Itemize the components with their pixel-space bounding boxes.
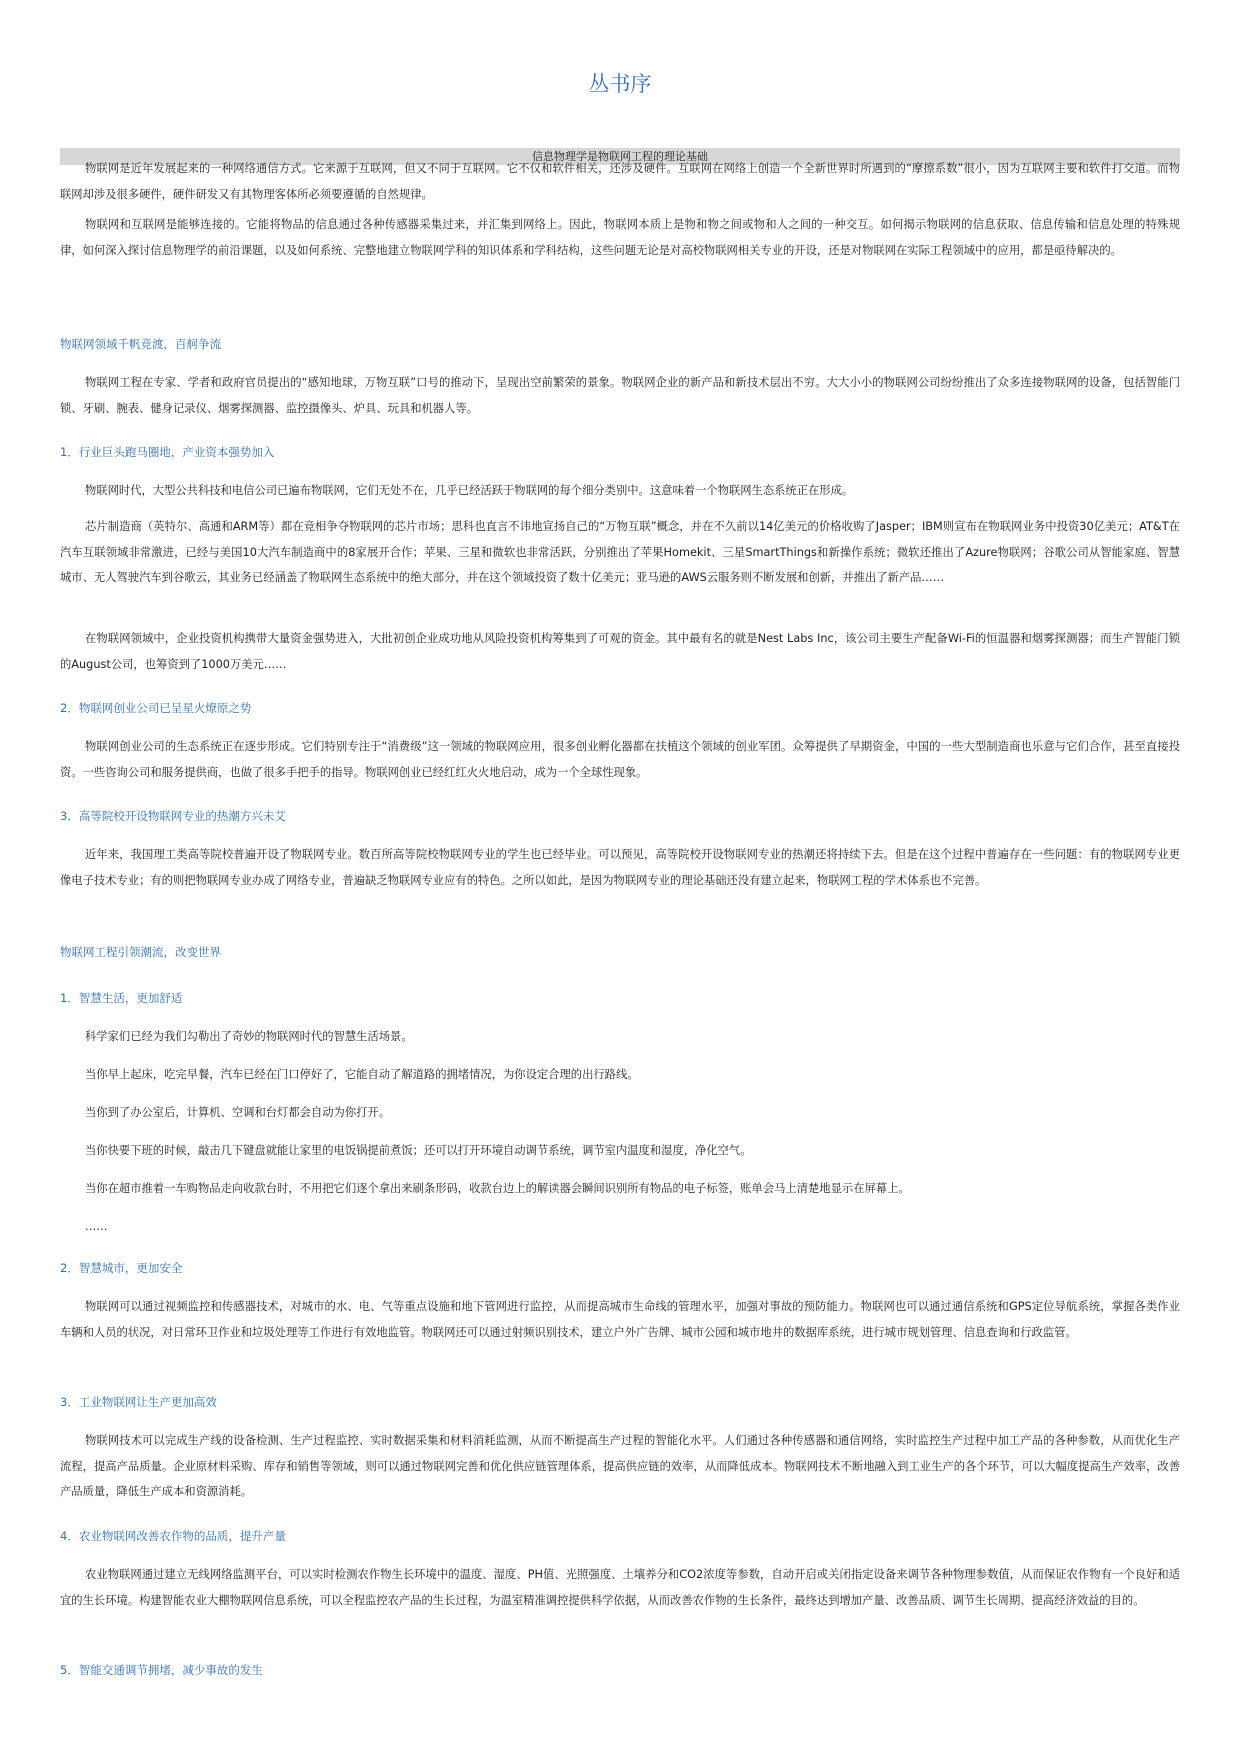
paragraph-text: 物联网时代，大型公共科技和电信公司已遍布物联网，它们无处不在，几乎已经活跃于物联网的每个细分类别中。这意味着一个物联网生态系统正在形成。 bbox=[85, 484, 854, 497]
heading-text: 3．高等院校开设物联网专业的热潮方兴未艾 bbox=[60, 809, 286, 823]
paragraph-text: …… bbox=[85, 1220, 108, 1233]
section-heading bbox=[60, 442, 1180, 462]
paragraph bbox=[60, 478, 1180, 504]
paragraph bbox=[60, 1214, 1180, 1240]
heading-text: 2．物联网创业公司已呈星火燎原之势 bbox=[60, 701, 252, 715]
paragraph bbox=[60, 1428, 1180, 1505]
paragraph bbox=[60, 734, 1180, 785]
paragraph bbox=[60, 1138, 1180, 1164]
paragraph-text: 当你到了办公室后，计算机、空调和台灯都会自动为你打开。 bbox=[85, 1106, 391, 1119]
paragraph-text: 物联网可以通过视频监控和传感器技术，对城市的水、电、气等重点设施和地下管网进行监控，从而提高城市生命线的管理水平，加强对事故的预防能力。物联网也可以通过通信系统和GPS定位导航系统，掌握各类作业车辆和人员的状况，对日常环卫作业和垃圾处理等工作进行有效地监管。物联网还可以通过射频识别技术，建立户外广告牌、城市公园和城市地井的数据库系统，进行城市规划管理、信息查询和行政监管。 bbox=[60, 1300, 1180, 1339]
paragraph bbox=[60, 1100, 1180, 1126]
section-heading bbox=[60, 1660, 1180, 1680]
paragraph bbox=[60, 1294, 1180, 1345]
paragraph-text: 近年来，我国理工类高等院校普遍开设了物联网专业。数百所高等院校物联网专业的学生也已经毕业。可以预见，高等院校开设物联网专业的热潮还将持续下去。但是在这个过程中普遍存在一些问题：有的物联网专业更像电子技术专业；有的则把物联网专业办成了网络专业，普遍缺乏物联网专业应有的特色。之所以如此，是因为物联网专业的理论基础还没有建立起来，物联网工程的学术体系也不完善。 bbox=[60, 848, 1180, 887]
paragraph bbox=[60, 842, 1180, 893]
section-banner: 信息物理学是物联网工程的理论基础 bbox=[60, 148, 1180, 165]
section-heading bbox=[60, 334, 1180, 354]
paragraph bbox=[60, 1062, 1180, 1088]
paragraph-text: 当你早上起床，吃完早餐，汽车已经在门口停好了，它能自动了解道路的拥堵情况，为你设定合理的出行路线。 bbox=[85, 1068, 639, 1081]
paragraph-text: 物联网是近年发展起来的一种网络通信方式。它来源于互联网，但又不同于互联网。它不仅和软件相关，还涉及硬件。互联网在网络上创造一个全新世界时所遇到的“摩擦系数”很小，因为互联网主要和软件打交道。而物联网却涉及很多硬件，硬件研发又有其物理客体所必须要遵循的自然规律。 bbox=[60, 162, 1180, 201]
section-heading bbox=[60, 942, 1180, 962]
section-heading bbox=[60, 988, 1180, 1008]
paragraph-text: 芯片制造商（英特尔、高通和ARM等）都在竞相争夺物联网的芯片市场；思科也直言不讳地宣扬自己的“万物互联”概念，并在不久前以14亿美元的价格收购了Jasper；IBM则宣布在物联网业务中投资30亿美元；AT&T在汽车互联领域非常激进，已经与美国10大汽车制造商中的8家展开合作；苹果、三星和微软也非常活跃，分别推出了苹果Homekit、三星SmartThings和新操作系统；微软还推出了Azure物联网；谷歌公司从智能家庭、智慧城市、无人驾驶汽车到谷歌云，其业务已经涵盖了物联网生态系统中的绝大部分，并在这个领域投资了数十亿美元；亚马逊的AWS云服务则不断发展和创新，并推出了新产品…… bbox=[60, 520, 1180, 584]
paragraph-text: 物联网和互联网是能够连接的。它能将物品的信息通过各种传感器采集过来，并汇集到网络上。因此，物联网本质上是物和物之间或物和人之间的一种交互。如何揭示物联网的信息获取、信息传输和信息处理的特殊规律，如何深入探讨信息物理学的前沿课题，以及如何系统、完整地建立物联网学科的知识体系和学科结构，这些问题无论是对高校物联网相关专业的开设，还是对物联网在实际工程领域中的应用，都是亟待解决的。 bbox=[60, 218, 1180, 257]
section-heading bbox=[60, 1526, 1180, 1546]
paragraph bbox=[60, 514, 1180, 591]
section-heading bbox=[60, 698, 1180, 718]
paragraph bbox=[60, 156, 1180, 207]
paragraph bbox=[60, 626, 1180, 677]
heading-text: 2．智慧城市，更加安全 bbox=[60, 1261, 183, 1275]
paragraph-text: 物联网工程在专家、学者和政府官员提出的“感知地球，万物互联”口号的推动下，呈现出空前繁荣的景象。物联网企业的新产品和新技术层出不穷。大大小小的物联网公司纷纷推出了众多连接物联网的设备，包括智能门锁、牙刷、腕表、健身记录仪、烟雾探测器、监控摄像头、炉具、玩具和机器人等。 bbox=[60, 376, 1180, 415]
section-heading bbox=[60, 1258, 1180, 1278]
heading-text: 3．工业物联网让生产更加高效 bbox=[60, 1395, 217, 1409]
paragraph bbox=[60, 1562, 1180, 1613]
page-title: 丛书序 bbox=[588, 72, 652, 96]
heading-text: 物联网领域千帆竞渡，百舸争流 bbox=[60, 337, 221, 351]
heading-text: 4．农业物联网改善农作物的品质，提升产量 bbox=[60, 1529, 286, 1543]
heading-text: 1．行业巨头跑马圈地，产业资本强势加入 bbox=[60, 445, 275, 459]
paragraph-text: 农业物联网通过建立无线网络监测平台，可以实时检测农作物生长环境中的温度、湿度、PH值、光照强度、土壤养分和CO2浓度等参数，自动开启或关闭指定设备来调节各种物理参数值，从而保证农作物有一个良好和适宜的生长环境。构建智能农业大棚物联网信息系统，可以全程监控农产品的生长过程，为温室精准调控提供科学依据，从而改善农作物的生长条件，最终达到增加产量、改善品质、调节生长周期、提高经济效益的目的。 bbox=[60, 1568, 1180, 1607]
paragraph bbox=[60, 1024, 1180, 1050]
paragraph-text: 当你在超市推着一车购物品走向收款台时，不用把它们逐个拿出来刷条形码，收款台边上的解读器会瞬间识别所有物品的电子标签，账单会马上清楚地显示在屏幕上。 bbox=[85, 1182, 910, 1195]
paragraph bbox=[60, 212, 1180, 263]
paragraph-text: 当你快要下班的时候，敲击几下键盘就能让家里的电饭锅提前煮饭；还可以打开环境自动调节系统，调节室内温度和湿度，净化空气。 bbox=[85, 1144, 752, 1157]
paragraph-text: 在物联网领域中，企业投资机构携带大量资金强势进入，大批初创企业成功地从风险投资机构筹集到了可观的资金。其中最有名的就是Nest Labs Inc，该公司主要生产配备Wi-Fi的恒温器和烟雾探测器；而生产智能门锁的August公司，也筹资到了1000万美元…… bbox=[60, 632, 1180, 671]
section-heading bbox=[60, 1392, 1180, 1412]
paragraph-text: 物联网技术可以完成生产线的设备检测、生产过程监控、实时数据采集和材料消耗监测，从而不断提高生产过程的智能化水平。人们通过各种传感器和通信网络，实时监控生产过程中加工产品的各种参数，从而优化生产流程，提高产品质量。企业原材料采购、库存和销售等领域，则可以通过物联网完善和优化供应链管理体系，提高供应链的效率，从而降低成本。物联网技术不断地融入到工业生产的各个环节，可以大幅度提高生产效率，改善产品质量，降低生产成本和资源消耗。 bbox=[60, 1434, 1180, 1498]
paragraph-text: 物联网创业公司的生态系统正在逐步形成。它们特别专注于“消费级”这一领域的物联网应用，很多创业孵化器都在扶植这个领域的创业军团。众筹提供了早期资金，中国的一些大型制造商也乐意与它们合作，甚至直接投资。一些咨询公司和服务提供商，也做了很多手把手的指导。物联网创业已经红红火火地启动，成为一个全球性现象。 bbox=[60, 740, 1180, 779]
paragraph bbox=[60, 1176, 1180, 1202]
paragraph-text: 科学家们已经为我们勾勒出了奇妙的物联网时代的智慧生活场景。 bbox=[85, 1030, 413, 1043]
section-heading bbox=[60, 806, 1180, 826]
heading-text: 5．智能交通调节拥堵，减少事故的发生 bbox=[60, 1663, 263, 1677]
heading-text: 物联网工程引领潮流，改变世界 bbox=[60, 945, 221, 959]
paragraph bbox=[60, 370, 1180, 421]
heading-text: 1．智慧生活，更加舒适 bbox=[60, 991, 183, 1005]
